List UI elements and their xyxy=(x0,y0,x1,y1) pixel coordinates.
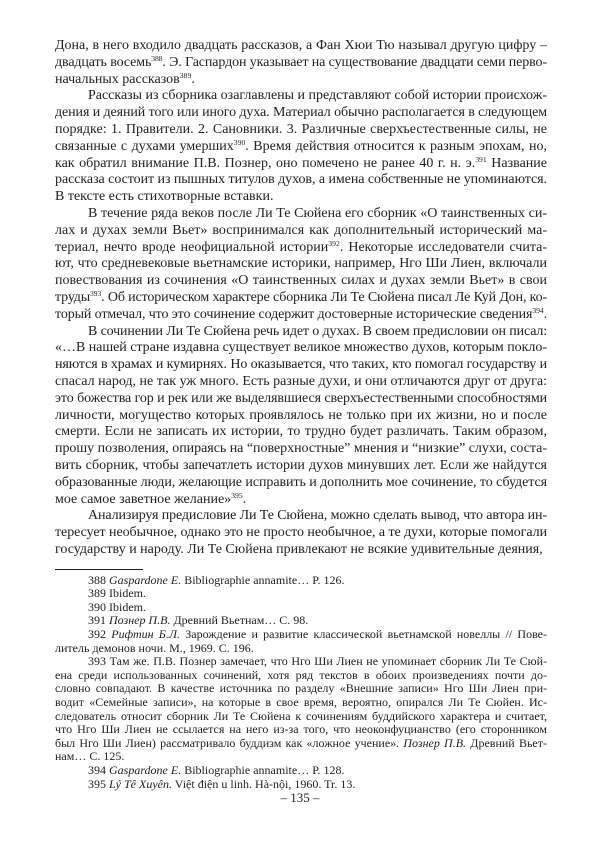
text-run: спасал народ, не так уж много. Есть разные духи, и они отличаются друг от друга: xyxy=(55,373,547,389)
body-text xyxy=(55,38,547,559)
text-run: Название xyxy=(486,155,547,171)
paragraph xyxy=(55,508,547,558)
text-run: 388 xyxy=(88,572,109,587)
text-line xyxy=(55,88,547,105)
text-line xyxy=(55,750,547,764)
paragraph xyxy=(55,324,547,509)
text-run: дения и деяний того или иного духа. Материал обычно располагается в следующем xyxy=(55,105,547,121)
footnote xyxy=(55,764,547,778)
text-run: 391 xyxy=(88,613,109,628)
text-line xyxy=(55,492,547,509)
text-line xyxy=(55,139,547,156)
text-line xyxy=(55,223,547,240)
paragraph xyxy=(55,88,547,206)
text-run: териал, нечто вроде неофициальной истории xyxy=(55,239,329,255)
paragraph xyxy=(55,206,547,324)
text-line xyxy=(55,723,547,737)
text-line xyxy=(55,601,547,615)
footnote-ref: 388 xyxy=(151,54,163,64)
text-run: литель демонов ночи. М., 1969. С. 196. xyxy=(55,640,254,655)
text-line xyxy=(55,72,547,89)
text-run: Анализируя предисловие Ли Те Сюйена, можно сделать вывод, что автора ин- xyxy=(88,508,547,524)
text-run: мое самое заветное желание» xyxy=(55,491,232,507)
author-name: Gaspardone E. xyxy=(109,763,182,778)
text-line xyxy=(55,682,547,696)
text-run: ена среди использованных сочинений, хотя ряд текстов в обоих произведениях почти до- xyxy=(55,667,547,682)
text-line xyxy=(55,324,547,341)
text-line xyxy=(55,542,547,559)
text-run: Древний Вьетнам… С. 98. xyxy=(170,613,309,628)
text-line xyxy=(55,55,547,72)
text-line xyxy=(55,441,547,458)
footnote xyxy=(55,628,547,655)
text-line xyxy=(55,424,547,441)
text-run: 392 xyxy=(88,627,112,642)
text-run: нам… С. 125. xyxy=(55,749,125,764)
text-run: . xyxy=(242,491,247,507)
text-line xyxy=(55,475,547,492)
footnote xyxy=(55,614,547,628)
text-run: Дона, в него входило двадцать рассказов, а Фан Хюи Тю называл другую цифру – xyxy=(55,38,547,53)
text-run: . Об историческом характере сборника Ли Те Сюйена писал Ле Куй Дон, ко- xyxy=(101,289,547,305)
page-content xyxy=(55,38,547,791)
text-run: . xyxy=(543,306,548,322)
text-run: 390 Ibidem. xyxy=(88,599,146,614)
author-name: Познер П.В. xyxy=(109,613,171,628)
text-line xyxy=(55,290,547,307)
text-line xyxy=(55,391,547,408)
text-line xyxy=(55,525,547,542)
text-line xyxy=(55,655,547,669)
text-line xyxy=(55,122,547,139)
text-line xyxy=(55,156,547,173)
text-run: Việt điện u linh. Hà-nội, 1960. Tr. 13. xyxy=(171,776,356,791)
footnote xyxy=(55,574,547,588)
text-run: тересует необычное, однако это не просто необычное, а те духи, которые помогали xyxy=(55,525,547,541)
author-name: Рифтин Б.Л. xyxy=(111,627,181,642)
footnote-divider xyxy=(55,569,143,570)
page-number: – 135 – xyxy=(280,790,320,805)
text-line xyxy=(55,307,547,324)
footnote-ref: 393 xyxy=(90,289,102,299)
text-run: как обратил внимание П.В. Познер, оно помечено не ранее 40 г. н. э. xyxy=(55,155,476,171)
text-run: труды xyxy=(55,289,91,305)
text-line xyxy=(55,273,547,290)
text-run: В сочинении Ли Те Сюйена речь идет о духах. В своем предисловии он писал: xyxy=(88,323,547,339)
text-line xyxy=(55,105,547,122)
paragraph xyxy=(55,38,547,88)
text-run: няются в храмах и кумирнях. Но оказывается, что таких, кто помогал государству и xyxy=(55,357,547,373)
text-line xyxy=(55,710,547,724)
text-run: это божества гор и рек или же выделявшиеся сверхъестественными способностями xyxy=(55,390,547,406)
text-line xyxy=(55,172,547,189)
text-run: . xyxy=(191,71,195,87)
text-run: 395 xyxy=(88,776,109,791)
text-line xyxy=(55,340,547,357)
text-run: Древний Вьет- xyxy=(466,735,547,750)
text-run: ют, что средневековые вьетнамские историки, например, Нго Ши Лиен, включали xyxy=(55,256,547,272)
text-run: 389 Ibidem. xyxy=(88,586,146,601)
text-line xyxy=(55,458,547,475)
text-line xyxy=(55,508,547,525)
author-name: Познер П.В. xyxy=(403,735,467,750)
text-line xyxy=(55,614,547,628)
text-run: государству и народу. Ли Те Сюйена привлекают не всякие удивительные деяния, xyxy=(55,541,543,557)
text-run: личности, могущество которых проявлялось не только при их жизни, но и после xyxy=(55,407,547,423)
text-run: . Э. Гаспардон указывает на существование двадцати семи перво- xyxy=(162,54,547,70)
text-run: смерти. Если не записать их истории, то трудно будет различать. Таким образом, xyxy=(55,424,547,440)
text-run: Рассказы из сборника озаглавлены и представляют собой истории происхож- xyxy=(88,88,547,104)
footnote-ref: 391 xyxy=(475,154,487,164)
text-line xyxy=(55,189,547,206)
text-line xyxy=(55,240,547,257)
author-name: Gaspardone E. xyxy=(109,572,182,587)
text-line xyxy=(55,256,547,273)
text-run: торый отмечал, что это сочинение содержит достоверные исторические сведения xyxy=(55,306,533,322)
text-run: лах и духах земли Вьет» воспринимался как дополнительный исторический ма- xyxy=(55,222,547,238)
text-run: Зарождение и развитие классической вьетнамской новеллы // Пове- xyxy=(180,627,547,642)
text-run: словно совпадают. В качестве источника по разделу «Внешние записи» Нго Ши Лиен при- xyxy=(55,681,547,696)
text-run: следователь относит сборник Ли Те Сюйена к сочинениям буддийского характера и считает, xyxy=(55,708,547,723)
footnote-ref: 395 xyxy=(231,490,243,500)
text-run: В тексте есть стихотворные вставки. xyxy=(55,189,274,205)
text-run: Bibliographie annamite… P. 126. xyxy=(181,572,345,587)
text-run: «…В нашей стране издавна существует великое множество духов, которым покло- xyxy=(55,340,547,356)
text-run: повествования из сочинения «О таинственных силах и духах земли Вьет» в свои xyxy=(55,273,547,289)
footnote-ref: 390 xyxy=(233,138,246,148)
text-run: образованные люди, желающие исправить и дополнить мое сочинение, то сбудется xyxy=(55,474,547,490)
text-line xyxy=(55,737,547,751)
text-run: Bibliographie annamite… P. 128. xyxy=(181,763,345,778)
footnote xyxy=(55,655,547,764)
text-run: что Нго Ши Лиен не ссылается на него из-за того, что неоконфуцианство (его сторонником xyxy=(55,722,547,737)
text-line xyxy=(55,38,547,55)
text-line xyxy=(55,669,547,683)
text-line xyxy=(55,408,547,425)
text-line xyxy=(55,357,547,374)
text-line xyxy=(55,574,547,588)
text-line xyxy=(55,628,547,642)
footnotes xyxy=(55,574,547,792)
text-line xyxy=(55,696,547,710)
text-run: . Некоторые исследователи счита- xyxy=(339,239,548,255)
text-line xyxy=(55,642,547,656)
text-run: начальных рассказов xyxy=(55,71,180,87)
text-run: порядке: 1. Правители. 2. Сановники. 3. Различные сверхъестественные силы, не xyxy=(55,121,547,137)
footnote xyxy=(55,587,547,601)
text-line xyxy=(55,374,547,391)
text-run: связанные с духами умерших xyxy=(55,138,234,154)
text-run: прошу позволения, опираясь на “поверхностные” мнения и “низкие” слухи, соста- xyxy=(55,441,547,457)
text-line xyxy=(55,206,547,223)
text-run: 393 Там же. П.В. Познер замечает, что Нго Ши Лиен не упоминает сборник Ли Те Сюй- xyxy=(88,654,547,669)
author-name: Lý Tê Xuyên. xyxy=(109,776,172,791)
text-run: был Нго Ши Лиен) рассматривало буддизм как «ложное учение». xyxy=(55,735,404,750)
text-run: рассказа состоит из пышных титулов духов, а имена собственные не упоминаются. xyxy=(55,172,547,188)
footnote-ref: 389 xyxy=(179,70,192,80)
footnote-ref: 394 xyxy=(532,306,544,316)
footnote xyxy=(55,601,547,615)
text-run: 394 xyxy=(88,763,109,778)
text-run: . Время действия относится к разным эпохам, но, xyxy=(245,138,547,154)
text-run: водит «Семейные записи», на которые в свое время, вероятно, опирался Ли Те Сюйен. Ис- xyxy=(55,695,547,710)
text-line xyxy=(55,587,547,601)
text-run: двадцать восемь xyxy=(55,54,152,70)
text-run: В течение ряда веков после Ли Те Сюйена его сборник «О таинственных си- xyxy=(88,205,547,221)
footnote-ref: 392 xyxy=(328,238,340,248)
text-line xyxy=(55,764,547,778)
text-run: вить сборник, чтобы запечатлеть истории духов минувших лет. Если же найдутся xyxy=(55,457,547,473)
